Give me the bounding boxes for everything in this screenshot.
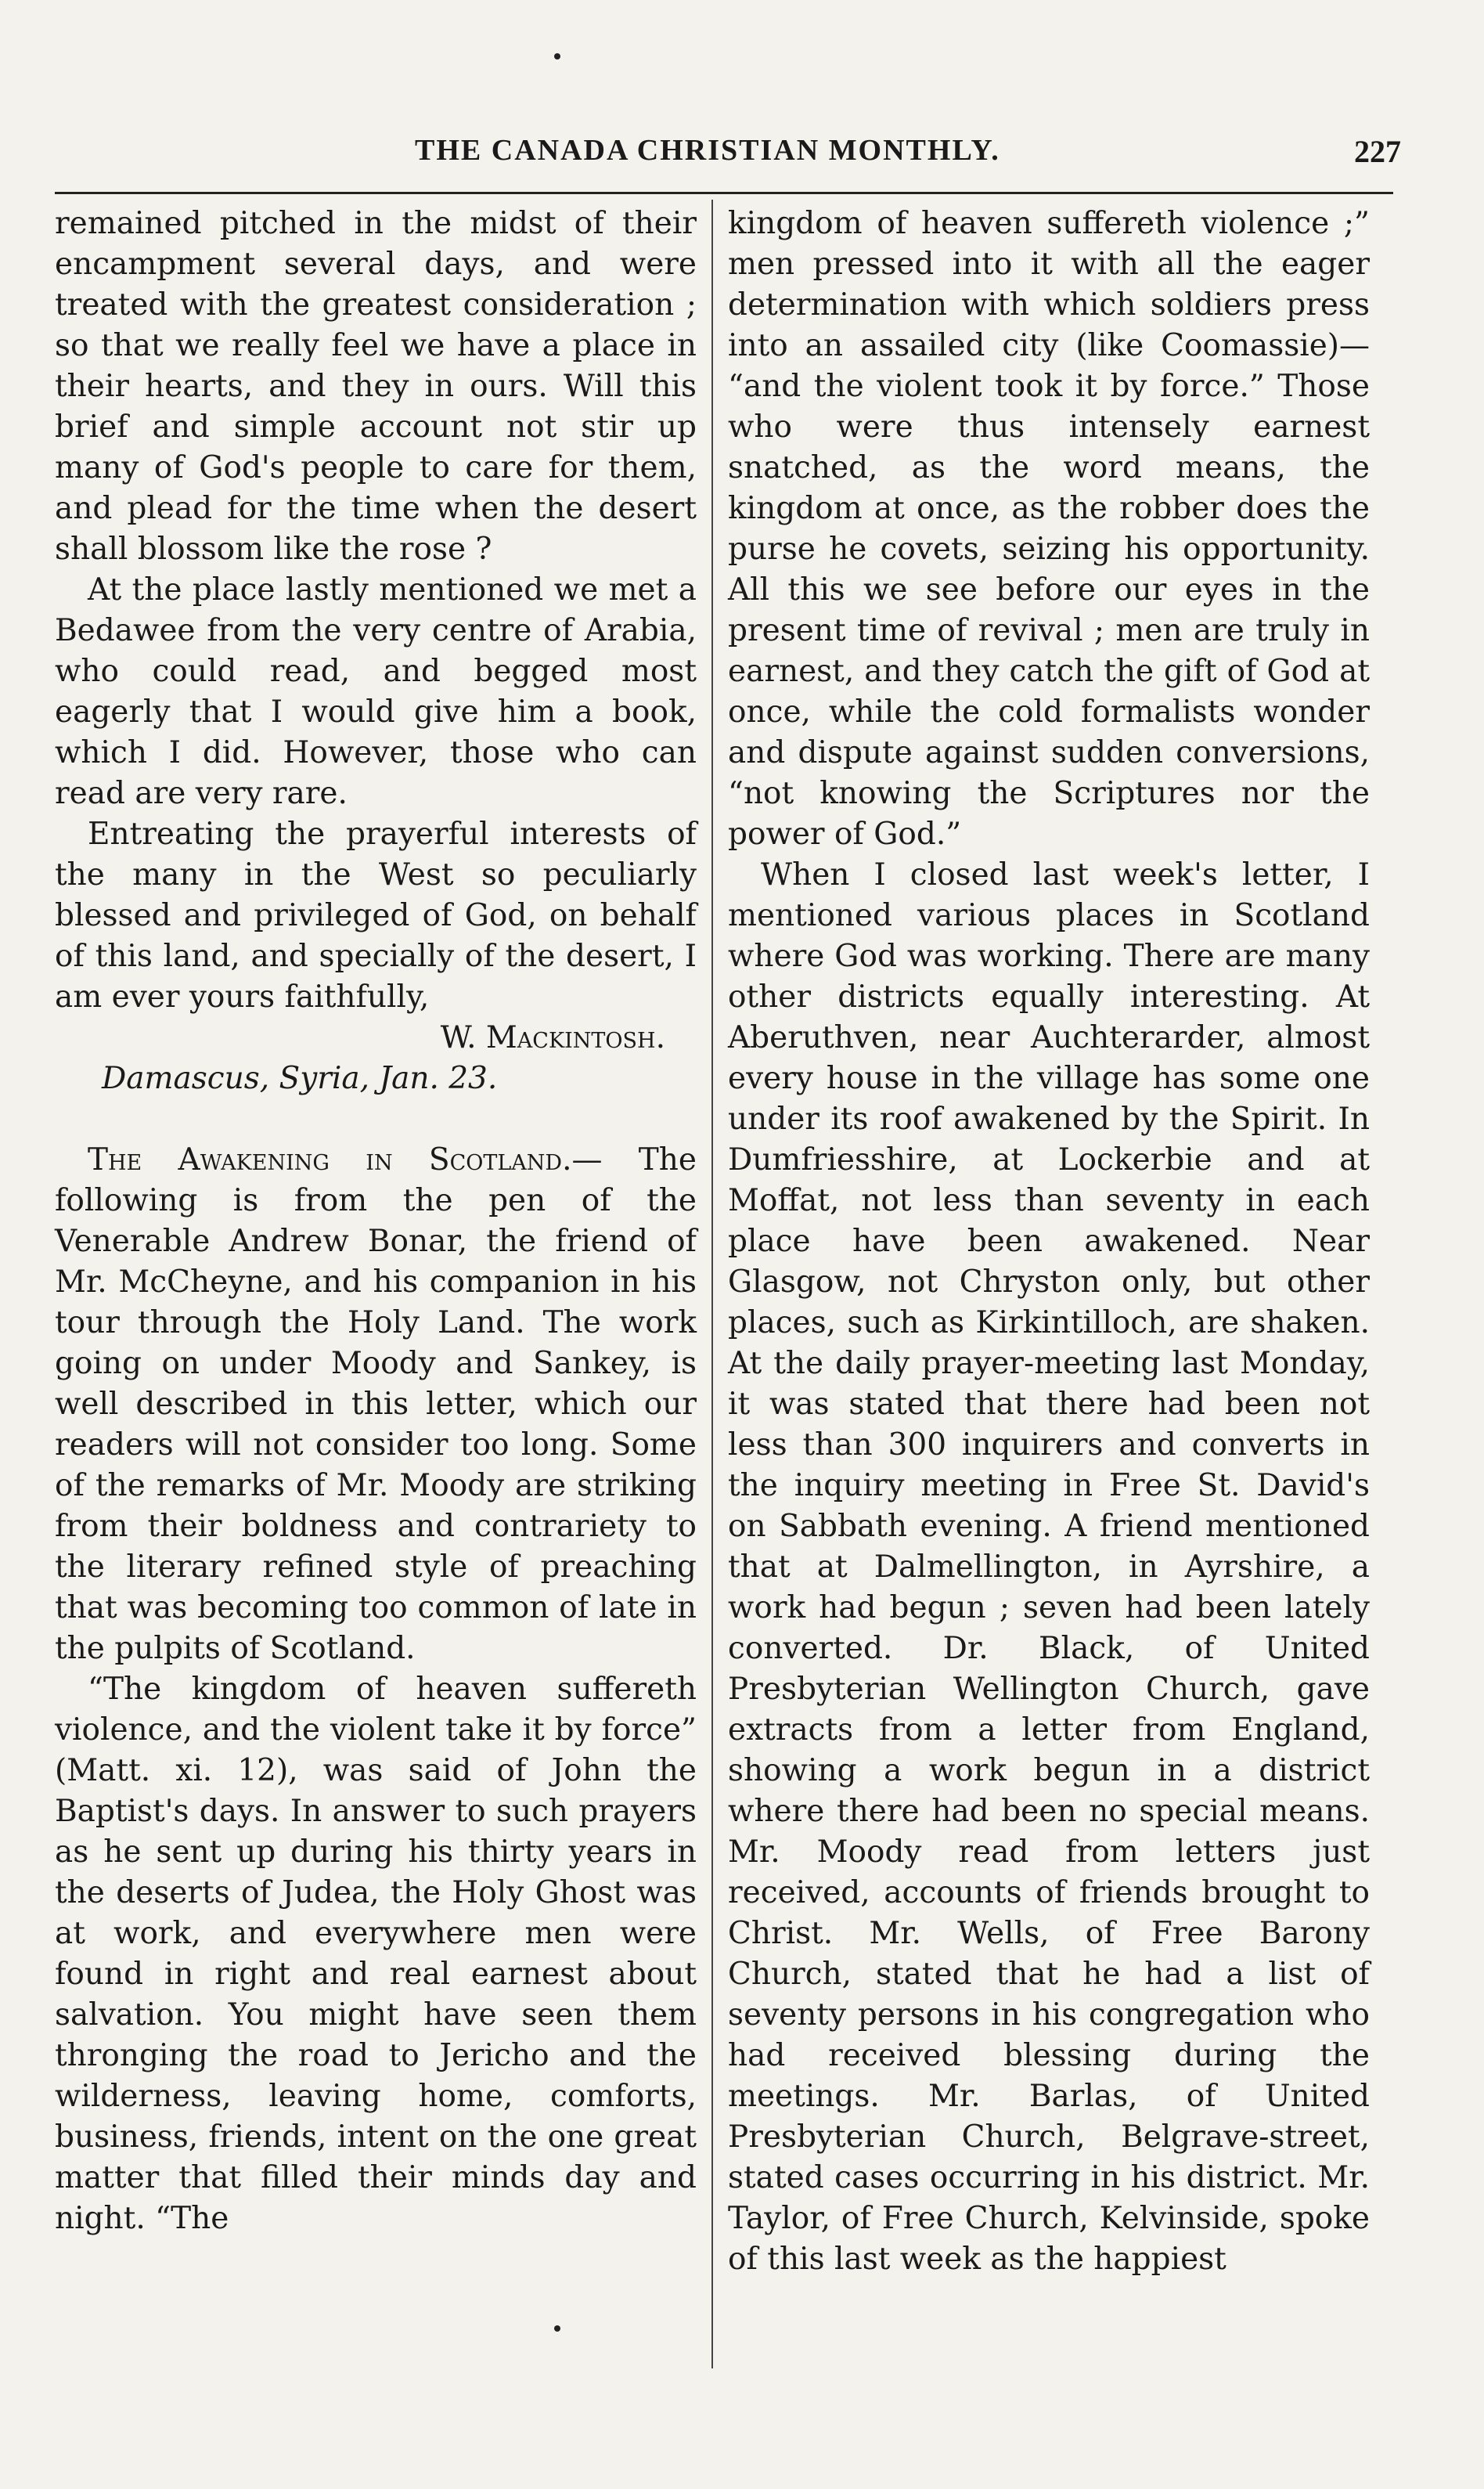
signature: W. Mackintosh. — [440, 1020, 665, 1055]
page — [55, 117, 1401, 2277]
dateline: Damascus, Syria, Jan. 23. — [102, 1061, 498, 1096]
paragraph — [55, 1140, 697, 1669]
paragraph: When I closed last week's letter, I mentioned various places in Scotland where God was working. There are many other districts equally interesting. At Aberuthven, near Auchterarder, almost every house in the village has some one under its roof awakened by the Spirit. In Dumfriesshire, at Lockerbie and at Moffat, not less than seventy in each place have been awakened. Near Glasgow, not Chryston only, but other places, such as Kirkintilloch, are shaken. At the daily prayer-meeting last Monday, it was stated that there had been not less than 300 inquirers and converts in the inquiry meeting in Free St. David's on Sabbath evening. A friend mentioned that at Dalmellington, in Ayrshire, a work had begun ; seven had been lately converted. Dr. Black, of United Presbyterian Wellington Church, gave extracts from a letter from England, showing a work begun in a district where there had been no special means. Mr. Moody read from letters just received, accounts of friends brought to Christ. Mr. Wells, of Free Barony Church, stated that he had a list of seventy persons in his congregation who had received blessing during the meetings. Mr. Barlas, of United Presbyterian Church, Belgrave-street, stated cases occurring in his district. Mr. Taylor, of Free Church, Kelvinside, spoke of this last week as the happiest — [728, 857, 1370, 2277]
left-column — [55, 204, 697, 2239]
paragraph: kingdom of heaven suffereth violence ;” men pressed into it with all the eager determination with which soldiers press into an assailed city (like Coomassie)— “and the violent took it by force.” Those who were thus intensely earnest snatched, as the word means, the kingdom at once, as the robber does the purse he covets, seizing his opportunity. All this we see before our eyes in the present time of revival ; men are truly in earnest, and they catch the gift of God at once, while the cold formalists wonder and dispute against sudden conversions, “not knowing the Scriptures nor the power of God.” — [728, 206, 1370, 852]
right-column — [728, 204, 1370, 2280]
paragraph: “The kingdom of heaven suffereth violence, and the violent take it by force” (Matt. xi. 12), was said of John the Baptist's days. In answer to such prayers as he sent up during his thirty years in the deserts of Judea, the Holy Ghost was at work, and everywhere men were found in right and real earnest about salvation. You might have seen them thronging the road to Jericho and the wilderness, leaving home, comforts, business, friends, intent on the one great matter that filled their minds day and night. “The — [55, 1672, 697, 2236]
running-header — [55, 117, 1401, 180]
header-rule — [55, 192, 1393, 194]
print-speck-bottom — [554, 2325, 560, 2332]
paragraph: At the place lastly mentioned we met a Bedawee from the very centre of Arabia, who could read, and begged most eagerly that I would give him a book, which I did. However, those who can read are very rare. — [55, 572, 697, 811]
paragraph: remained pitched in the midst of their encampment several days, and were treated with the greatest consideration ; so that we really feel we have a place in their hearts, and they in ours. Will this brief and simple account not stir up many of God's people to care for them, and plead for the time when the desert shall blossom like the rose ? — [55, 206, 697, 567]
section-heading: The Awakening in Scotland.— — [88, 1142, 603, 1178]
print-speck-top — [554, 53, 560, 60]
paragraph-text: The following is from the pen of the Venerable Andrew Bonar, the friend of Mr. McCheyne, and his companion in his tour through the Holy Land. The work going on under Moody and Sankey, is well described in this letter, which our readers will not consider too long. Some of the remarks of Mr. Moody are striking from their boldness and contrariety to the literary refined style of preaching that was becoming too common of late in the pulpits of Scotland. — [55, 1142, 697, 1666]
column-divider — [711, 200, 713, 2368]
journal-title: THE CANADA CHRISTIAN MONTHLY. — [415, 134, 1000, 167]
text-columns — [55, 204, 1393, 2380]
page-number: 227 — [1354, 134, 1401, 169]
paragraph: Entreating the prayerful interests of the many in the West so peculiarly blessed and privileged of God, on behalf of this land, and specially of the desert, I am ever yours faithfully, — [55, 817, 697, 1015]
